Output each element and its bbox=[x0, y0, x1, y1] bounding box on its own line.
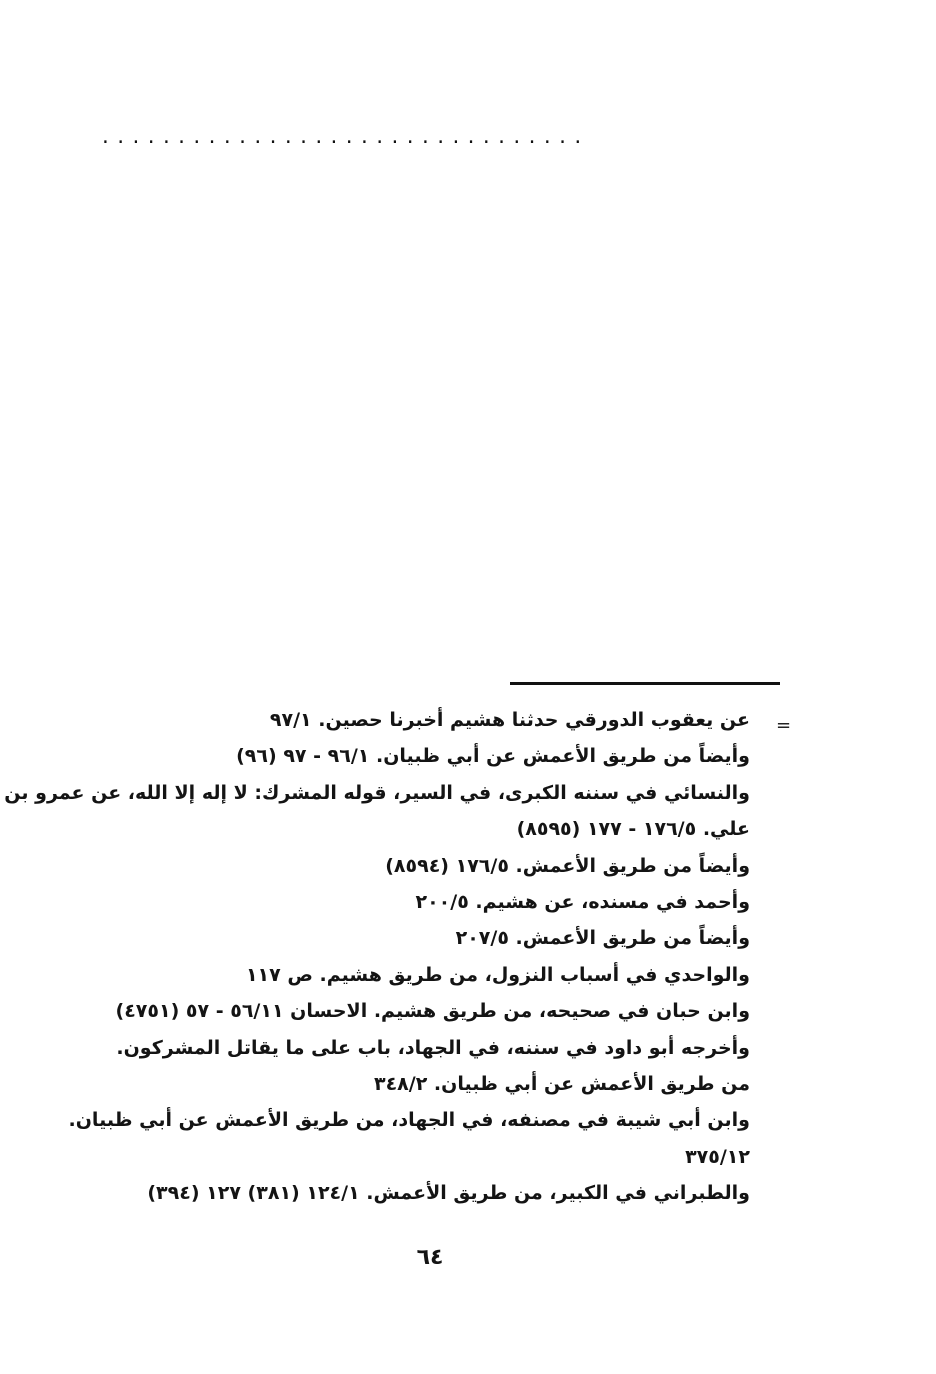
footnote-line: وأحمد في مسنده، عن هشيم. ٢٠٠/٥ bbox=[415, 890, 750, 913]
footnote-line: من طريق الأعمش عن أبي ظبيان. ٣٤٨/٢ bbox=[373, 1072, 750, 1095]
footnote-line: وابن أبي شيبة في مصنفه، في الجهاد، من طريق الأعمش عن أبي ظبيان. bbox=[68, 1109, 750, 1132]
footnote-line: والواحدي في أسباب النزول، من طريق هشيم. ص ١١٧ bbox=[245, 963, 750, 986]
footnote-line: وأخرجه أبو داود في سننه، في الجهاد، باب على ما يقاتل المشركون. bbox=[116, 1036, 750, 1059]
footnote-line: والطبراني في الكبير، من طريق الأعمش. ١٢٤/١ (٣٨١) ١٢٧ (٣٩٤) bbox=[147, 1182, 750, 1205]
footnote-line: وأيضاً من طريق الأعمش عن أبي ظبيان. ٩٦/١ - ٩٧ (٩٦) bbox=[236, 745, 750, 768]
footnote-line: وأيضاً من طريق الأعمش. ١٧٦/٥ (٨٥٩٤) bbox=[385, 854, 750, 877]
dotted-divider: ................................ bbox=[100, 127, 588, 148]
footnote-line: علي. ١٧٦/٥ - ١٧٧ (٨٥٩٥) bbox=[516, 818, 750, 841]
footnotes-block bbox=[4, 702, 750, 1211]
footnote-continuation-mark: = bbox=[776, 715, 792, 736]
footnote-line: وأيضاً من طريق الأعمش. ٢٠٧/٥ bbox=[455, 927, 750, 950]
footnote-separator-line bbox=[510, 682, 780, 685]
footnote-line: وابن حبان في صحيحه، من طريق هشيم. الاحسان ٥٦/١١ - ٥٧ (٤٧٥١) bbox=[115, 1000, 750, 1023]
footnote-line: ٣٧٥/١٢ bbox=[685, 1145, 750, 1168]
footnote-line: والنسائي في سننه الكبرى، في السير، قوله المشرك: لا إله إلا الله، عن عمرو بن bbox=[4, 781, 750, 804]
page-number: ٦٤ bbox=[416, 1245, 444, 1270]
footnote-line: عن يعقوب الدورقي حدثنا هشيم أخبرنا حصين. ٩٧/١ bbox=[269, 709, 750, 731]
